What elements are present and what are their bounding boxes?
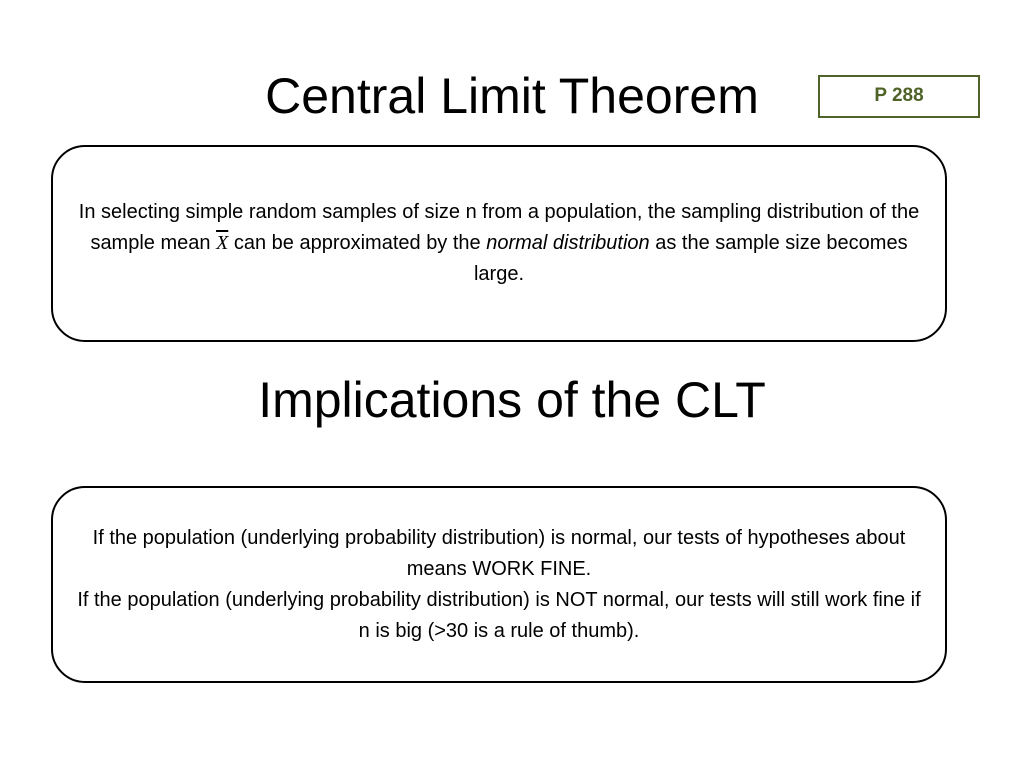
implication-not-normal: If the population (underlying probability distribution) is NOT normal, our tests will still work fine if n is big (>30 is a rule of thumb). [77, 588, 921, 642]
definition-part1: In selecting simple random samples of size n from a population, the sampling distribution of the sample mean [78, 201, 920, 254]
implications-box [51, 486, 947, 683]
section-heading: Implications of the CLT [258, 372, 766, 428]
slide-title: Central Limit Theorem [265, 68, 759, 124]
sample-mean-symbol: $\overline{X}$ [216, 232, 229, 254]
definition-part3: as the sample size becomes large. [473, 232, 908, 285]
implications-text [77, 523, 921, 647]
definition-box [51, 145, 947, 342]
implication-normal: If the population (underlying probability distribution) is normal, our tests of hypotheses about means WORK FINE. [92, 526, 906, 580]
definition-emphasis: normal distribution [486, 232, 650, 254]
definition-part2: can be approximated by the [233, 232, 481, 254]
definition-text [77, 197, 921, 290]
page-reference-badge: P 288 [818, 75, 980, 118]
